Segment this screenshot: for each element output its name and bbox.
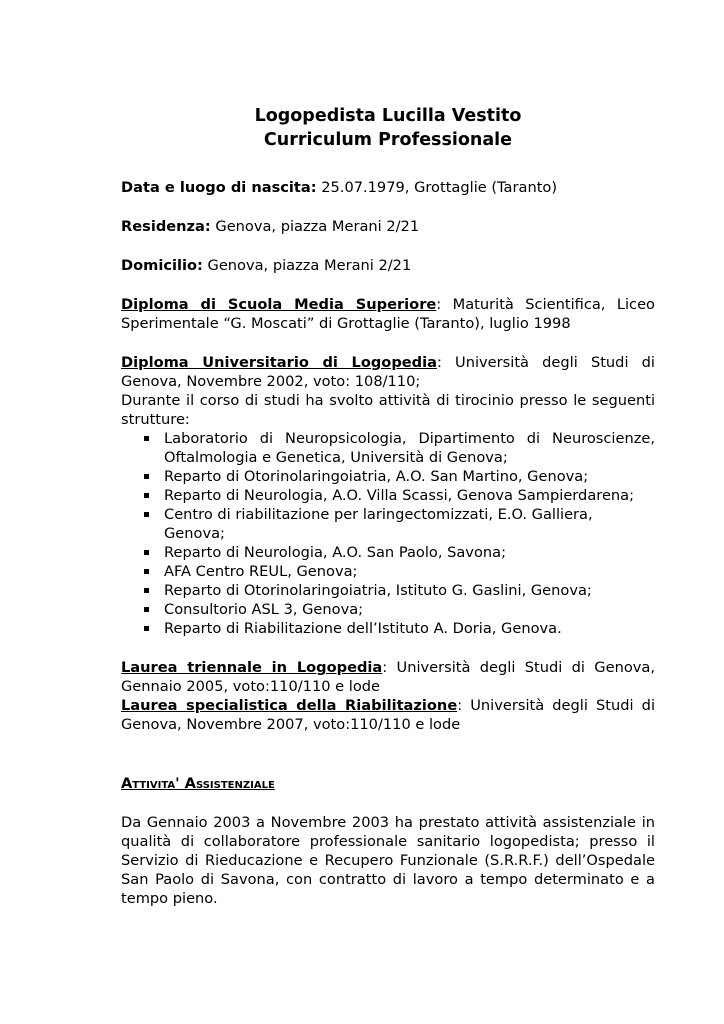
birth-label: Data e luogo di nascita: [121, 179, 317, 196]
bullet-icon [144, 493, 149, 498]
activity-paragraph: Da Gennaio 2003 a Novembre 2003 ha prestato attività assistenziale in qualità di collaboratore professionale sanitario logopedista; presso il Servizio di Rieducazione e Recupero Funzionale (S.R.R.F.) dell’Ospedale San Paolo di Savona, con contratto di lavoro a tempo determinato e a tempo pieno. [121, 814, 655, 907]
list-item: Laboratorio di Neuropsicologia, Dipartimento di Neuroscienze, Oftalmologia e Genetica, Università di Genova; [143, 429, 655, 467]
bullet-icon [144, 512, 149, 517]
list-item: Centro di riabilitazione per laringectomizzati, E.O. Galliera, Genova; [143, 505, 655, 543]
list-item: Consultorio ASL 3, Genova; [143, 600, 655, 619]
bullet-icon [144, 588, 149, 593]
residence-value: Genova, piazza Merani 2/21 [210, 218, 420, 235]
internship-intro: Durante il corso di studi ha svolto attività di tirocinio presso le seguenti strutture: [121, 392, 655, 428]
bullet-icon [144, 569, 149, 574]
university-label: Diploma Universitario di Logopedia [121, 354, 437, 371]
bullet-icon [144, 474, 149, 479]
birth-value: 25.07.1979, Grottaglie (Taranto) [316, 179, 558, 196]
specialistica-value: : Università degli Studi di Genova, Novembre 2007, voto:110/110 e lode [121, 697, 655, 733]
bullet-icon [144, 436, 149, 441]
page-subtitle: Curriculum Professionale [263, 130, 513, 150]
university-value: : Università degli Studi di Genova, Novembre 2002, voto: 108/110; [121, 354, 655, 390]
diploma-value: : Maturità Scientifica, Liceo Sperimentale “G. Moscati” di Grottaglie (Taranto), luglio 1998 [121, 296, 655, 332]
diploma-label: Diploma di Scuola Media Superiore [121, 296, 437, 313]
triennale-label: Laurea triennale in Logopedia [121, 659, 383, 676]
list-item: Reparto di Otorinolaringoiatria, A.O. San Martino, Genova; [143, 467, 655, 486]
bullet-icon [144, 607, 149, 612]
page-title: Logopedista Lucilla Vestito [254, 106, 522, 126]
specialistica-paragraph [121, 696, 655, 734]
university-paragraph [121, 353, 655, 391]
domicile-value: Genova, piazza Merani 2/21 [202, 257, 412, 274]
birth-paragraph [121, 178, 655, 197]
domicile-label: Domicilio: [121, 257, 203, 274]
residence-paragraph [121, 217, 655, 236]
list-item: Reparto di Riabilitazione dell’Istituto A. Doria, Genova. [143, 619, 655, 638]
list-item: AFA Centro REUL, Genova; [143, 562, 655, 581]
internship-list [121, 429, 655, 638]
document-content [121, 104, 655, 908]
domicile-paragraph [121, 256, 655, 275]
diploma-paragraph [121, 295, 655, 333]
bullet-icon [144, 550, 149, 555]
list-item: Reparto di Neurologia, A.O. Villa Scassi, Genova Sampierdarena; [143, 486, 655, 505]
specialistica-label: Laurea specialistica della Riabilitazione [121, 697, 458, 714]
title-block [121, 104, 655, 152]
list-item: Reparto di Otorinolaringoiatria, Istituto G. Gaslini, Genova; [143, 581, 655, 600]
list-item: Reparto di Neurologia, A.O. San Paolo, Savona; [143, 543, 655, 562]
triennale-paragraph [121, 658, 655, 696]
residence-label: Residenza: [121, 218, 211, 235]
bullet-icon [144, 626, 149, 631]
triennale-value: : Università degli Studi di Genova, Gennaio 2005, voto:110/110 e lode [121, 659, 655, 695]
section-heading-activity: Attivita' Assistenziale [121, 775, 275, 792]
